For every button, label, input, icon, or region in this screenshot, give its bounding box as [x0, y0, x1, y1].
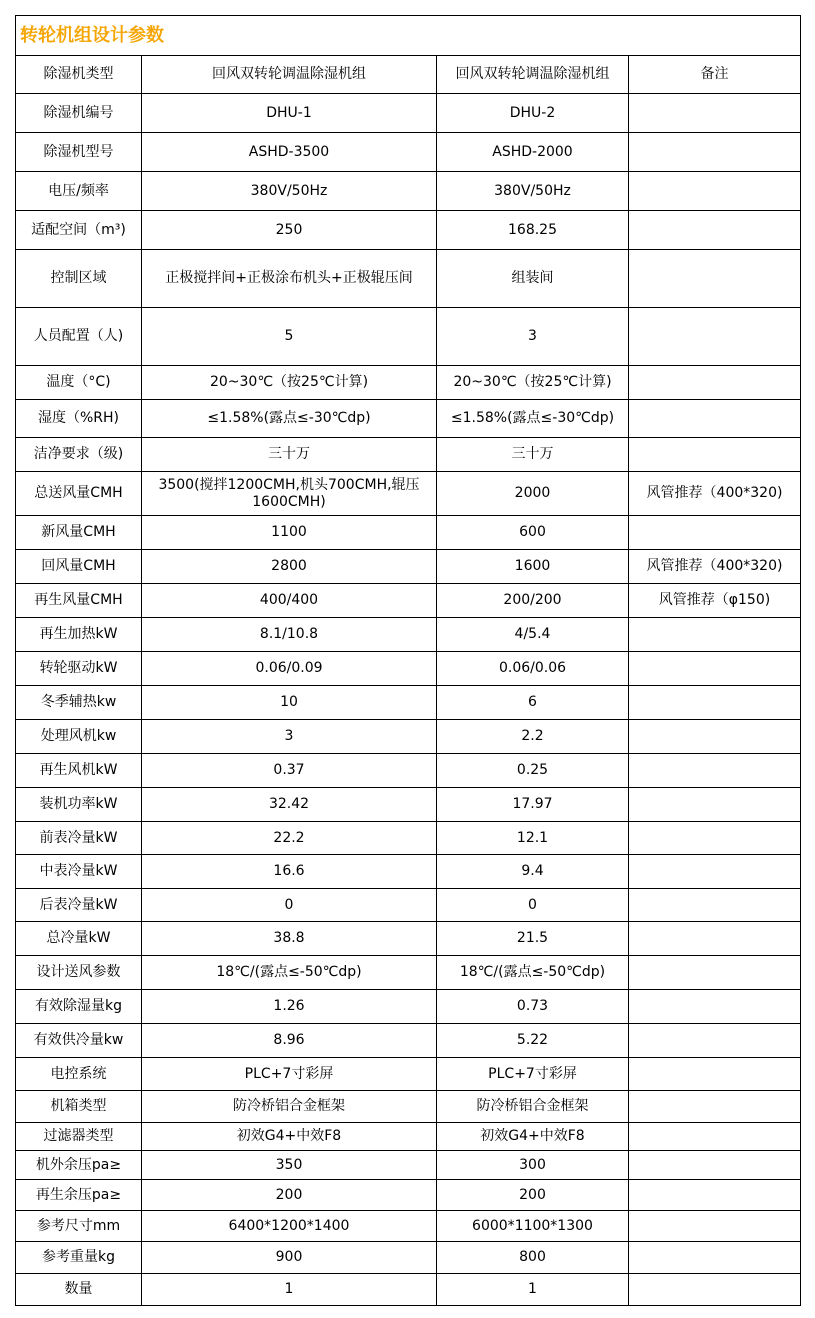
cell-label: 再生余压pa≥	[16, 1180, 142, 1211]
cell-unit-2: 600	[437, 516, 629, 550]
cell-label: 数量	[16, 1274, 142, 1306]
cell-remark	[629, 366, 801, 400]
cell-unit-1: ≤1.58%(露点≤-30℃dp)	[142, 400, 437, 438]
cell-remark: 风管推荐（φ150)	[629, 584, 801, 618]
cell-unit-2: 4/5.4	[437, 618, 629, 652]
cell-unit-1: 正极搅拌间+正极涂布机头+正极辊压间	[142, 250, 437, 308]
cell-remark	[629, 788, 801, 822]
cell-unit-1: 10	[142, 686, 437, 720]
cell-unit-2: 5.22	[437, 1024, 629, 1058]
cell-remark	[629, 1058, 801, 1091]
table-row	[16, 400, 801, 438]
cell-label: 再生风机kW	[16, 754, 142, 788]
cell-remark	[629, 720, 801, 754]
cell-label: 控制区域	[16, 250, 142, 308]
cell-unit-2: 0.06/0.06	[437, 652, 629, 686]
cell-remark	[629, 855, 801, 889]
cell-label: 洁净要求（级)	[16, 438, 142, 472]
cell-label: 机箱类型	[16, 1091, 142, 1123]
cell-unit-1: DHU-1	[142, 94, 437, 133]
table-row	[16, 1151, 801, 1180]
cell-unit-1: 32.42	[142, 788, 437, 822]
table-row	[16, 822, 801, 855]
table-row	[16, 584, 801, 618]
cell-unit-1: 防冷桥铝合金框架	[142, 1091, 437, 1123]
cell-unit-2: 3	[437, 308, 629, 366]
cell-label: 新风量CMH	[16, 516, 142, 550]
cell-unit-2: 20~30℃（按25℃计算)	[437, 366, 629, 400]
header-cell-label: 除湿机类型	[16, 56, 142, 94]
table-row	[16, 211, 801, 250]
table-row	[16, 686, 801, 720]
table-row	[16, 133, 801, 172]
cell-remark	[629, 438, 801, 472]
table-row	[16, 618, 801, 652]
cell-remark	[629, 1274, 801, 1306]
cell-remark	[629, 133, 801, 172]
cell-label: 参考尺寸mm	[16, 1211, 142, 1242]
cell-unit-1: 900	[142, 1242, 437, 1274]
cell-label: 有效除湿量kg	[16, 990, 142, 1024]
table-row	[16, 855, 801, 889]
cell-label: 设计送风参数	[16, 956, 142, 990]
cell-remark	[629, 172, 801, 211]
cell-unit-2: 2.2	[437, 720, 629, 754]
cell-unit-1: 1.26	[142, 990, 437, 1024]
cell-unit-2: 0.73	[437, 990, 629, 1024]
table-row	[16, 1274, 801, 1306]
cell-unit-1: 18℃/(露点≤-50℃dp)	[142, 956, 437, 990]
cell-remark	[629, 1024, 801, 1058]
cell-unit-2: 0	[437, 889, 629, 922]
cell-remark	[629, 516, 801, 550]
cell-unit-2: 380V/50Hz	[437, 172, 629, 211]
cell-remark	[629, 400, 801, 438]
table-row	[16, 788, 801, 822]
cell-label: 总冷量kW	[16, 922, 142, 956]
table-row	[16, 516, 801, 550]
table-row	[16, 1058, 801, 1091]
cell-unit-1: 0.37	[142, 754, 437, 788]
cell-unit-1: 350	[142, 1151, 437, 1180]
cell-unit-1: 8.96	[142, 1024, 437, 1058]
table-row	[16, 472, 801, 516]
cell-unit-1: 38.8	[142, 922, 437, 956]
cell-unit-2: 300	[437, 1151, 629, 1180]
cell-unit-2: PLC+7寸彩屏	[437, 1058, 629, 1091]
table-row	[16, 754, 801, 788]
cell-unit-2: 防冷桥铝合金框架	[437, 1091, 629, 1123]
cell-unit-1: 3500(搅拌1200CMH,机头700CMH,辊压1600CMH)	[142, 472, 437, 516]
table-row	[16, 308, 801, 366]
table-row	[16, 1024, 801, 1058]
table-row	[16, 889, 801, 922]
title-row	[16, 16, 801, 56]
cell-unit-2: 6	[437, 686, 629, 720]
cell-label: 电压/频率	[16, 172, 142, 211]
table-row	[16, 250, 801, 308]
cell-label: 湿度（%RH)	[16, 400, 142, 438]
table-title: 转轮机组设计参数	[16, 16, 801, 56]
cell-label: 前表冷量kW	[16, 822, 142, 855]
cell-remark	[629, 1242, 801, 1274]
cell-remark	[629, 618, 801, 652]
cell-unit-1: 20~30℃（按25℃计算)	[142, 366, 437, 400]
cell-label: 冬季辅热kw	[16, 686, 142, 720]
cell-remark	[629, 1091, 801, 1123]
cell-unit-1: 6400*1200*1400	[142, 1211, 437, 1242]
table-row	[16, 94, 801, 133]
cell-label: 处理风机kw	[16, 720, 142, 754]
cell-unit-1: 0.06/0.09	[142, 652, 437, 686]
cell-unit-2: 0.25	[437, 754, 629, 788]
cell-unit-2: 168.25	[437, 211, 629, 250]
cell-label: 中表冷量kW	[16, 855, 142, 889]
cell-unit-2: 三十万	[437, 438, 629, 472]
cell-label: 机外余压pa≥	[16, 1151, 142, 1180]
cell-unit-1: 22.2	[142, 822, 437, 855]
cell-remark	[629, 211, 801, 250]
table-row	[16, 438, 801, 472]
table-row	[16, 720, 801, 754]
cell-remark	[629, 956, 801, 990]
cell-unit-1: 初效G4+中效F8	[142, 1123, 437, 1151]
table-row	[16, 1211, 801, 1242]
cell-unit-2: 6000*1100*1300	[437, 1211, 629, 1242]
cell-remark	[629, 686, 801, 720]
cell-unit-2: 12.1	[437, 822, 629, 855]
cell-unit-2: 800	[437, 1242, 629, 1274]
table-row	[16, 550, 801, 584]
cell-remark	[629, 754, 801, 788]
cell-unit-1: 0	[142, 889, 437, 922]
cell-unit-2: 18℃/(露点≤-50℃dp)	[437, 956, 629, 990]
cell-unit-1: 400/400	[142, 584, 437, 618]
cell-unit-2: ASHD-2000	[437, 133, 629, 172]
cell-unit-1: 200	[142, 1180, 437, 1211]
cell-unit-1: PLC+7寸彩屏	[142, 1058, 437, 1091]
cell-label: 转轮驱动kW	[16, 652, 142, 686]
cell-unit-2: 1	[437, 1274, 629, 1306]
cell-remark	[629, 922, 801, 956]
cell-unit-1: 16.6	[142, 855, 437, 889]
cell-label: 人员配置（人)	[16, 308, 142, 366]
cell-remark	[629, 1123, 801, 1151]
cell-remark	[629, 250, 801, 308]
table-row	[16, 366, 801, 400]
cell-label: 再生风量CMH	[16, 584, 142, 618]
cell-unit-1: 1	[142, 1274, 437, 1306]
table-row	[16, 922, 801, 956]
cell-unit-2: 21.5	[437, 922, 629, 956]
cell-remark	[629, 1151, 801, 1180]
cell-unit-2: 200/200	[437, 584, 629, 618]
table-row	[16, 990, 801, 1024]
cell-label: 装机功率kW	[16, 788, 142, 822]
cell-unit-2: DHU-2	[437, 94, 629, 133]
cell-label: 再生加热kW	[16, 618, 142, 652]
header-cell-unit-2: 回风双转轮调温除湿机组	[437, 56, 629, 94]
cell-label: 过滤器类型	[16, 1123, 142, 1151]
cell-unit-1: 三十万	[142, 438, 437, 472]
cell-unit-2: ≤1.58%(露点≤-30℃dp)	[437, 400, 629, 438]
cell-unit-2: 9.4	[437, 855, 629, 889]
header-row	[16, 56, 801, 94]
cell-unit-1: 8.1/10.8	[142, 618, 437, 652]
table-row	[16, 1091, 801, 1123]
cell-label: 回风量CMH	[16, 550, 142, 584]
header-cell-unit-1: 回风双转轮调温除湿机组	[142, 56, 437, 94]
table-row	[16, 1180, 801, 1211]
cell-remark: 风管推荐（400*320)	[629, 550, 801, 584]
cell-unit-2: 1600	[437, 550, 629, 584]
cell-label: 参考重量kg	[16, 1242, 142, 1274]
cell-remark: 风管推荐（400*320)	[629, 472, 801, 516]
cell-label: 适配空间（m³)	[16, 211, 142, 250]
cell-unit-1: 380V/50Hz	[142, 172, 437, 211]
cell-remark	[629, 308, 801, 366]
table-row	[16, 172, 801, 211]
table-row	[16, 1242, 801, 1274]
cell-unit-2: 2000	[437, 472, 629, 516]
cell-unit-2: 组装间	[437, 250, 629, 308]
cell-label: 温度（°C)	[16, 366, 142, 400]
cell-label: 有效供冷量kw	[16, 1024, 142, 1058]
cell-unit-1: 5	[142, 308, 437, 366]
cell-remark	[629, 94, 801, 133]
table-row	[16, 1123, 801, 1151]
cell-label: 除湿机编号	[16, 94, 142, 133]
cell-label: 除湿机型号	[16, 133, 142, 172]
cell-label: 后表冷量kW	[16, 889, 142, 922]
cell-unit-1: 1100	[142, 516, 437, 550]
cell-unit-1: 2800	[142, 550, 437, 584]
header-cell-remark: 备注	[629, 56, 801, 94]
cell-unit-2: 200	[437, 1180, 629, 1211]
cell-unit-1: 3	[142, 720, 437, 754]
cell-unit-2: 初效G4+中效F8	[437, 1123, 629, 1151]
cell-remark	[629, 990, 801, 1024]
cell-remark	[629, 889, 801, 922]
cell-label: 电控系统	[16, 1058, 142, 1091]
table-row	[16, 956, 801, 990]
cell-label: 总送风量CMH	[16, 472, 142, 516]
cell-remark	[629, 1180, 801, 1211]
cell-unit-1: ASHD-3500	[142, 133, 437, 172]
design-parameters-table	[15, 15, 801, 1306]
cell-unit-1: 250	[142, 211, 437, 250]
cell-remark	[629, 1211, 801, 1242]
cell-remark	[629, 822, 801, 855]
table-row	[16, 652, 801, 686]
cell-unit-2: 17.97	[437, 788, 629, 822]
cell-remark	[629, 652, 801, 686]
